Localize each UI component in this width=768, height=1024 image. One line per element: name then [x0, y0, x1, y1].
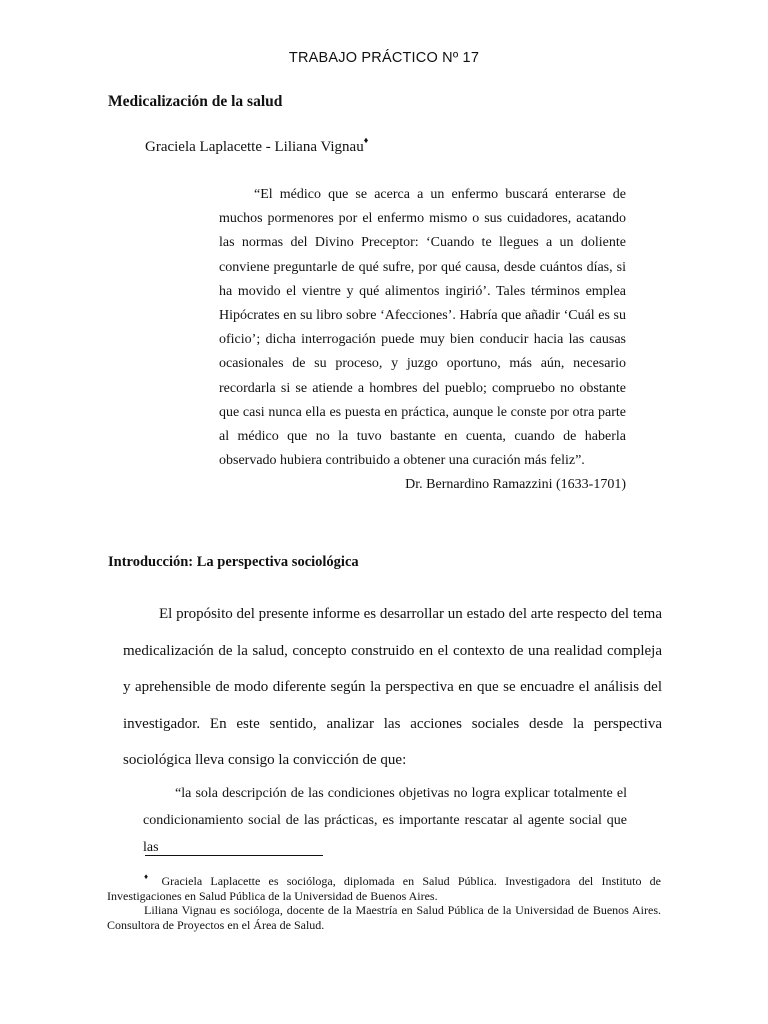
epigraph-attribution: Dr. Bernardino Ramazzini (1633-1701): [405, 477, 626, 493]
section-heading: Introducción: La perspectiva sociológica: [108, 554, 359, 570]
intro-paragraph: El propósito del presente informe es desarrollar un estado del arte respecto del tema medicalización de la salud, concepto construido en el contexto de una realidad compleja y aprehensible de modo diferente según la perspectiva en que se encuadre el análisis del investigador. En este sentido, analizar las acciones sociales desde la perspectiva sociológica lleva consigo la convicción de que:: [123, 606, 662, 769]
epigraph-text: “El médico que se acerca a un enfermo buscará enterarse de muchos pormenores por el enfermo mismo o sus cuidadores, acatando las normas del Divino Preceptor: ‘Cuando te llegues a un doliente conviene preguntarle de qué sufre, por qué causa, desde cuántos días, si ha movido el vientre y qué alimentos ingirió’. Tales términos emplea Hipócrates en su libro sobre ‘Afecciones’. Habría que añadir ‘Cuál es su oficio’; dicha interrogación puede muy bien conducir hacia las causas ocasionales de su proceso, y juzgo oportuno, más aún, necesario recordarla si se atiende a hombres del pueblo; compruebo no obstante que casi nunca ella es puesta en práctica, aunque le conste por otra parte al médico que no la tuvo bastante en cuenta, cuando de haberla observado hubiera contribuido a obtener una curación más feliz”.: [219, 187, 626, 469]
epigraph-quote: [219, 183, 626, 498]
footnotes: [107, 871, 661, 932]
footnote-1-text: Graciela Laplacette es socióloga, diplomada en Salud Pública. Investigadora del Instituto de Investigaciones en Salud Pública de la Universidad de Buenos Aires.: [107, 874, 661, 903]
page-header-title: TRABAJO PRÁCTICO Nº 17: [288, 50, 480, 66]
author-footnote-marker: ♦: [363, 135, 369, 145]
footnote-laplacette: [107, 871, 661, 903]
footnote-marker: ♦: [144, 872, 154, 881]
authors-line: [145, 137, 368, 156]
body-paragraph: [123, 596, 662, 779]
footnote-vignau: Liliana Vignau es socióloga, docente de la Maestría en Salud Pública de la Universidad de Buenos Aires. Consultora de Proyectos en el Área de Salud.: [107, 903, 661, 932]
block-quote: [143, 780, 627, 861]
block-quote-text: “la sola descripción de las condiciones objetivas no logra explicar totalmente el condicionamiento social de las prácticas, es importante rescatar al agente social que las: [143, 786, 627, 855]
document-title: Medicalización de la salud: [108, 93, 283, 110]
footnote-divider: [145, 855, 323, 856]
authors-names: Graciela Laplacette - Liliana Vignau: [145, 139, 364, 155]
